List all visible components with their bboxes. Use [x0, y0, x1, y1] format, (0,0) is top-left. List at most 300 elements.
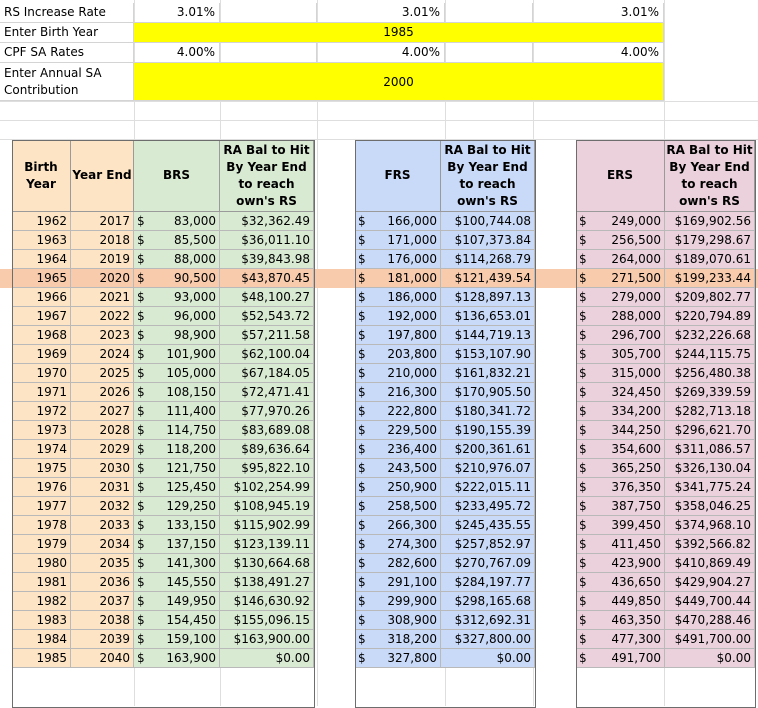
- currency-symbol: $: [358, 613, 366, 627]
- brs-ra-bal-cell[interactable]: $62,100.04: [220, 345, 314, 364]
- cell-value: 256,500: [611, 233, 661, 247]
- year-end-cell[interactable]: 2025: [71, 364, 134, 383]
- brs-ra-bal-cell[interactable]: $0.00: [220, 649, 314, 668]
- cell-value: 129,250: [166, 499, 216, 513]
- cell-value: 192,000: [387, 309, 437, 323]
- birth-year-cell[interactable]: 1969: [12, 345, 71, 364]
- brs-ra-bal-cell[interactable]: $72,471.41: [220, 383, 314, 402]
- currency-symbol: $: [579, 404, 587, 418]
- year-end-cell[interactable]: 2018: [71, 231, 134, 250]
- currency-symbol: $: [137, 309, 145, 323]
- cell-value: 449,850: [611, 594, 661, 608]
- ers-cell[interactable]: [576, 326, 665, 345]
- currency-symbol: $: [137, 328, 145, 342]
- brs-cell[interactable]: [134, 535, 220, 554]
- ers-ra-bal-cell[interactable]: $358,046.25: [665, 497, 755, 516]
- frs-cell[interactable]: [355, 649, 441, 668]
- cell-value: 318,200: [387, 632, 437, 646]
- ers-cell[interactable]: [576, 592, 665, 611]
- ers-ra-bal-cell[interactable]: $326,130.04: [665, 459, 755, 478]
- currency-symbol: $: [358, 404, 366, 418]
- header-birth-year[interactable]: Birth Year: [12, 140, 71, 212]
- brs-cell[interactable]: [134, 573, 220, 592]
- brs-cell[interactable]: [134, 440, 220, 459]
- currency-symbol: $: [137, 461, 145, 475]
- brs-ra-bal-cell[interactable]: $155,096.15: [220, 611, 314, 630]
- cell-value: 111,400: [166, 404, 216, 418]
- year-end-cell[interactable]: 2020: [71, 269, 134, 288]
- empty-cell[interactable]: [220, 43, 317, 63]
- currency-symbol: $: [358, 252, 366, 266]
- brs-ra-bal-cell[interactable]: $130,664.68: [220, 554, 314, 573]
- frs-cell[interactable]: [355, 535, 441, 554]
- cell-value: 154,450: [166, 613, 216, 627]
- ers-cell[interactable]: [576, 497, 665, 516]
- ers-ra-bal-cell[interactable]: $410,869.49: [665, 554, 755, 573]
- currency-symbol: $: [137, 290, 145, 304]
- brs-ra-bal-cell[interactable]: $108,945.19: [220, 497, 314, 516]
- ers-ra-bal-cell[interactable]: $392,566.82: [665, 535, 755, 554]
- brs-cell[interactable]: [134, 459, 220, 478]
- frs-cell[interactable]: [355, 440, 441, 459]
- brs-cell[interactable]: [134, 364, 220, 383]
- cell-value: 101,900: [166, 347, 216, 361]
- brs-cell[interactable]: [134, 231, 220, 250]
- brs-ra-bal-cell[interactable]: $89,636.64: [220, 440, 314, 459]
- ers-ra-bal-cell[interactable]: $169,902.56: [665, 212, 755, 231]
- brs-ra-bal-cell[interactable]: $83,689.08: [220, 421, 314, 440]
- brs-cell[interactable]: [134, 630, 220, 649]
- cell-value: 222,800: [387, 404, 437, 418]
- ers-cell[interactable]: [576, 516, 665, 535]
- birth-year-input[interactable]: 1985: [134, 23, 664, 43]
- currency-symbol: $: [579, 366, 587, 380]
- year-end-cell[interactable]: 2023: [71, 326, 134, 345]
- brs-cell[interactable]: [134, 497, 220, 516]
- cell-value: 399,450: [611, 518, 661, 532]
- frs-cell[interactable]: [355, 592, 441, 611]
- year-end-cell[interactable]: 2017: [71, 212, 134, 231]
- brs-ra-bal-cell[interactable]: $36,011.10: [220, 231, 314, 250]
- birth-year-cell[interactable]: 1978: [12, 516, 71, 535]
- cell-value: 210,000: [387, 366, 437, 380]
- ers-cell[interactable]: [576, 535, 665, 554]
- currency-symbol: $: [137, 537, 145, 551]
- year-end-cell[interactable]: 2029: [71, 440, 134, 459]
- cell-value: 186,000: [387, 290, 437, 304]
- currency-symbol: $: [137, 385, 145, 399]
- cell-value: 141,300: [166, 556, 216, 570]
- rs-increase-rate-frs[interactable]: 3.01%: [317, 3, 445, 23]
- currency-symbol: $: [358, 366, 366, 380]
- birth-year-cell[interactable]: 1966: [12, 288, 71, 307]
- frs-ra-bal-cell[interactable]: $233,495.72: [441, 497, 535, 516]
- year-end-cell[interactable]: 2040: [71, 649, 134, 668]
- ers-cell[interactable]: [576, 269, 665, 288]
- ers-ra-bal-cell[interactable]: $256,480.38: [665, 364, 755, 383]
- gridline-vertical: [317, 0, 318, 706]
- ers-ra-bal-cell[interactable]: $220,794.89: [665, 307, 755, 326]
- ers-ra-bal-cell[interactable]: $449,700.44: [665, 592, 755, 611]
- currency-symbol: $: [137, 613, 145, 627]
- cell-value: 197,800: [387, 328, 437, 342]
- frs-cell[interactable]: [355, 402, 441, 421]
- ers-ra-bal-cell[interactable]: $374,968.10: [665, 516, 755, 535]
- frs-cell[interactable]: [355, 383, 441, 402]
- brs-cell[interactable]: [134, 649, 220, 668]
- currency-symbol: $: [137, 423, 145, 437]
- currency-symbol: $: [579, 499, 587, 513]
- frs-cell[interactable]: [355, 364, 441, 383]
- header-brs[interactable]: BRS: [134, 140, 220, 212]
- year-end-cell[interactable]: 2036: [71, 573, 134, 592]
- frs-cell[interactable]: [355, 421, 441, 440]
- birth-year-cell[interactable]: 1985: [12, 649, 71, 668]
- currency-symbol: $: [358, 632, 366, 646]
- currency-symbol: $: [579, 556, 587, 570]
- ers-cell[interactable]: [576, 630, 665, 649]
- brs-cell[interactable]: [134, 250, 220, 269]
- cpf-sa-rate-ers[interactable]: 4.00%: [533, 43, 664, 63]
- currency-symbol: $: [579, 651, 587, 665]
- frs-cell[interactable]: [355, 326, 441, 345]
- frs-cell[interactable]: [355, 345, 441, 364]
- brs-ra-bal-cell[interactable]: $138,491.27: [220, 573, 314, 592]
- cpf-sa-rate-frs[interactable]: 4.00%: [317, 43, 445, 63]
- cell-value: 171,000: [387, 233, 437, 247]
- frs-ra-bal-cell[interactable]: $170,905.50: [441, 383, 535, 402]
- birth-year-cell[interactable]: 1971: [12, 383, 71, 402]
- brs-ra-bal-cell[interactable]: $115,902.99: [220, 516, 314, 535]
- brs-cell[interactable]: [134, 421, 220, 440]
- ers-ra-bal-cell[interactable]: $491,700.00: [665, 630, 755, 649]
- ers-cell[interactable]: [576, 212, 665, 231]
- rs-increase-rate-brs[interactable]: 3.01%: [134, 3, 220, 23]
- currency-symbol: $: [358, 499, 366, 513]
- ers-cell[interactable]: [576, 611, 665, 630]
- ers-cell[interactable]: [576, 288, 665, 307]
- frs-ra-bal-cell[interactable]: $298,165.68: [441, 592, 535, 611]
- birth-year-cell[interactable]: 1984: [12, 630, 71, 649]
- currency-symbol: $: [579, 347, 587, 361]
- brs-cell[interactable]: [134, 478, 220, 497]
- ers-ra-bal-cell[interactable]: $470,288.46: [665, 611, 755, 630]
- header-ers-ra-bal[interactable]: RA Bal to Hit By Year End to reach own's RS: [665, 140, 755, 212]
- birth-year-cell[interactable]: 1974: [12, 440, 71, 459]
- cell-value: 365,250: [611, 461, 661, 475]
- rs-increase-rate-label: RS Increase Rate: [0, 3, 134, 23]
- empty-cell[interactable]: [445, 43, 533, 63]
- ers-cell[interactable]: [576, 345, 665, 364]
- currency-symbol: $: [579, 442, 587, 456]
- ers-cell[interactable]: [576, 307, 665, 326]
- birth-year-cell[interactable]: 1977: [12, 497, 71, 516]
- brs-cell[interactable]: [134, 516, 220, 535]
- frs-ra-bal-cell[interactable]: $190,155.39: [441, 421, 535, 440]
- cell-value: 133,150: [166, 518, 216, 532]
- birth-year-cell[interactable]: 1981: [12, 573, 71, 592]
- ers-ra-bal-cell[interactable]: $296,621.70: [665, 421, 755, 440]
- currency-symbol: $: [358, 271, 366, 285]
- year-end-cell[interactable]: 2031: [71, 478, 134, 497]
- birth-year-cell[interactable]: 1980: [12, 554, 71, 573]
- year-end-cell[interactable]: 2039: [71, 630, 134, 649]
- currency-symbol: $: [579, 632, 587, 646]
- brs-cell[interactable]: [134, 554, 220, 573]
- frs-cell[interactable]: [355, 288, 441, 307]
- cell-value: 463,350: [611, 613, 661, 627]
- frs-ra-bal-cell[interactable]: $153,107.90: [441, 345, 535, 364]
- header-frs-ra-bal[interactable]: RA Bal to Hit By Year End to reach own's RS: [441, 140, 535, 212]
- frs-cell[interactable]: [355, 250, 441, 269]
- brs-ra-bal-cell[interactable]: $163,900.00: [220, 630, 314, 649]
- year-end-cell[interactable]: 2019: [71, 250, 134, 269]
- brs-cell[interactable]: [134, 383, 220, 402]
- frs-ra-bal-cell[interactable]: $121,439.54: [441, 269, 535, 288]
- frs-cell[interactable]: [355, 231, 441, 250]
- cell-value: 229,500: [387, 423, 437, 437]
- frs-ra-bal-cell[interactable]: $136,653.01: [441, 307, 535, 326]
- brs-ra-bal-cell[interactable]: $123,139.11: [220, 535, 314, 554]
- brs-ra-bal-cell[interactable]: $77,970.26: [220, 402, 314, 421]
- birth-year-cell[interactable]: 1965: [12, 269, 71, 288]
- cell-value: 308,900: [387, 613, 437, 627]
- frs-ra-bal-cell[interactable]: $200,361.61: [441, 440, 535, 459]
- frs-cell[interactable]: [355, 554, 441, 573]
- ers-ra-bal-cell[interactable]: $269,339.59: [665, 383, 755, 402]
- frs-ra-bal-cell[interactable]: $0.00: [441, 649, 535, 668]
- currency-symbol: $: [358, 233, 366, 247]
- brs-cell[interactable]: [134, 592, 220, 611]
- frs-ra-bal-cell[interactable]: $312,692.31: [441, 611, 535, 630]
- annual-sa-label-line1: Enter Annual SA: [4, 66, 102, 80]
- ers-cell[interactable]: [576, 649, 665, 668]
- empty-cell[interactable]: [220, 3, 317, 23]
- header-brs-ra-bal[interactable]: RA Bal to Hit By Year End to reach own's RS: [220, 140, 314, 212]
- currency-symbol: $: [137, 366, 145, 380]
- frs-cell[interactable]: [355, 611, 441, 630]
- header-ers[interactable]: ERS: [576, 140, 665, 212]
- frs-ra-bal-cell[interactable]: $284,197.77: [441, 573, 535, 592]
- frs-ra-bal-cell[interactable]: $144,719.13: [441, 326, 535, 345]
- brs-cell[interactable]: [134, 212, 220, 231]
- currency-symbol: $: [358, 309, 366, 323]
- brs-ra-bal-cell[interactable]: $146,630.92: [220, 592, 314, 611]
- ers-ra-bal-cell[interactable]: $189,070.61: [665, 250, 755, 269]
- birth-year-cell[interactable]: 1964: [12, 250, 71, 269]
- frs-cell[interactable]: [355, 212, 441, 231]
- frs-ra-bal-cell[interactable]: $327,800.00: [441, 630, 535, 649]
- ers-cell[interactable]: [576, 573, 665, 592]
- ers-cell[interactable]: [576, 554, 665, 573]
- year-end-cell[interactable]: 2022: [71, 307, 134, 326]
- frs-ra-bal-cell[interactable]: $161,832.21: [441, 364, 535, 383]
- gridline-horizontal: [0, 101, 758, 102]
- currency-symbol: $: [137, 233, 145, 247]
- birth-year-cell[interactable]: 1982: [12, 592, 71, 611]
- birth-year-cell[interactable]: 1970: [12, 364, 71, 383]
- frs-cell[interactable]: [355, 573, 441, 592]
- cell-value: 243,500: [387, 461, 437, 475]
- ers-cell[interactable]: [576, 440, 665, 459]
- rs-increase-rate-ers[interactable]: 3.01%: [533, 3, 664, 23]
- cell-value: 159,100: [166, 632, 216, 646]
- brs-ra-bal-cell[interactable]: $102,254.99: [220, 478, 314, 497]
- frs-ra-bal-cell[interactable]: $180,341.72: [441, 402, 535, 421]
- currency-symbol: $: [137, 499, 145, 513]
- brs-cell[interactable]: [134, 345, 220, 364]
- year-end-cell[interactable]: 2034: [71, 535, 134, 554]
- ers-cell[interactable]: [576, 231, 665, 250]
- brs-ra-bal-cell[interactable]: $39,843.98: [220, 250, 314, 269]
- year-end-cell[interactable]: 2038: [71, 611, 134, 630]
- birth-year-cell[interactable]: 1975: [12, 459, 71, 478]
- brs-ra-bal-cell[interactable]: $32,362.49: [220, 212, 314, 231]
- cell-value: 315,000: [611, 366, 661, 380]
- header-year-end[interactable]: Year End: [71, 140, 134, 212]
- frs-ra-bal-cell[interactable]: $107,373.84: [441, 231, 535, 250]
- birth-year-cell[interactable]: 1962: [12, 212, 71, 231]
- frs-ra-bal-cell[interactable]: $128,897.13: [441, 288, 535, 307]
- ers-cell[interactable]: [576, 383, 665, 402]
- cell-value: 291,100: [387, 575, 437, 589]
- currency-symbol: $: [358, 290, 366, 304]
- brs-cell[interactable]: [134, 326, 220, 345]
- frs-cell[interactable]: [355, 307, 441, 326]
- cpf-sa-rate-brs[interactable]: 4.00%: [134, 43, 220, 63]
- year-end-cell[interactable]: 2021: [71, 288, 134, 307]
- frs-ra-bal-cell[interactable]: $245,435.55: [441, 516, 535, 535]
- birth-year-cell[interactable]: 1976: [12, 478, 71, 497]
- annual-sa-label-line2: Contribution: [4, 83, 79, 97]
- birth-year-cell[interactable]: 1967: [12, 307, 71, 326]
- birth-year-cell[interactable]: 1973: [12, 421, 71, 440]
- frs-cell[interactable]: [355, 459, 441, 478]
- cell-value: 83,000: [174, 214, 216, 228]
- birth-year-cell[interactable]: 1968: [12, 326, 71, 345]
- currency-symbol: $: [358, 328, 366, 342]
- cell-value: 282,600: [387, 556, 437, 570]
- cell-value: 387,750: [611, 499, 661, 513]
- cell-value: 271,500: [611, 271, 661, 285]
- currency-symbol: $: [137, 252, 145, 266]
- frs-ra-bal-cell[interactable]: $270,767.09: [441, 554, 535, 573]
- brs-ra-bal-cell[interactable]: $95,822.10: [220, 459, 314, 478]
- cell-value: 121,750: [166, 461, 216, 475]
- brs-cell[interactable]: [134, 269, 220, 288]
- year-end-cell[interactable]: 2032: [71, 497, 134, 516]
- empty-cell[interactable]: [445, 3, 533, 23]
- brs-cell[interactable]: [134, 307, 220, 326]
- frs-cell[interactable]: [355, 630, 441, 649]
- ers-ra-bal-cell[interactable]: $244,115.75: [665, 345, 755, 364]
- frs-ra-bal-cell[interactable]: $114,268.79: [441, 250, 535, 269]
- cell-value: 88,000: [174, 252, 216, 266]
- currency-symbol: $: [137, 214, 145, 228]
- gridline-horizontal: [0, 120, 758, 121]
- frs-cell[interactable]: [355, 497, 441, 516]
- cell-value: 327,800: [387, 651, 437, 665]
- ers-ra-bal-cell[interactable]: $341,775.24: [665, 478, 755, 497]
- cell-value: 163,900: [166, 651, 216, 665]
- currency-symbol: $: [137, 442, 145, 456]
- currency-symbol: $: [579, 385, 587, 399]
- frs-ra-bal-cell[interactable]: $210,976.07: [441, 459, 535, 478]
- year-end-cell[interactable]: 2033: [71, 516, 134, 535]
- header-frs[interactable]: FRS: [355, 140, 441, 212]
- ers-cell[interactable]: [576, 459, 665, 478]
- ers-ra-bal-cell[interactable]: $0.00: [665, 649, 755, 668]
- year-end-cell[interactable]: 2027: [71, 402, 134, 421]
- ers-ra-bal-cell[interactable]: $179,298.67: [665, 231, 755, 250]
- ers-ra-bal-cell[interactable]: $199,233.44: [665, 269, 755, 288]
- currency-symbol: $: [358, 575, 366, 589]
- cell-value: 176,000: [387, 252, 437, 266]
- birth-year-cell[interactable]: 1963: [12, 231, 71, 250]
- brs-ra-bal-cell[interactable]: $57,211.58: [220, 326, 314, 345]
- cell-value: 266,300: [387, 518, 437, 532]
- ers-cell[interactable]: [576, 478, 665, 497]
- brs-cell[interactable]: [134, 402, 220, 421]
- currency-symbol: $: [358, 461, 366, 475]
- ers-ra-bal-cell[interactable]: $232,226.68: [665, 326, 755, 345]
- year-end-cell[interactable]: 2037: [71, 592, 134, 611]
- cell-value: 305,700: [611, 347, 661, 361]
- year-end-cell[interactable]: 2024: [71, 345, 134, 364]
- currency-symbol: $: [137, 518, 145, 532]
- ers-ra-bal-cell[interactable]: $282,713.18: [665, 402, 755, 421]
- brs-cell[interactable]: [134, 288, 220, 307]
- currency-symbol: $: [358, 214, 366, 228]
- cell-value: 436,650: [611, 575, 661, 589]
- ers-cell[interactable]: [576, 250, 665, 269]
- frs-cell[interactable]: [355, 478, 441, 497]
- currency-symbol: $: [579, 480, 587, 494]
- currency-symbol: $: [579, 290, 587, 304]
- year-end-cell[interactable]: 2028: [71, 421, 134, 440]
- frs-ra-bal-cell[interactable]: $257,852.97: [441, 535, 535, 554]
- frs-ra-bal-cell[interactable]: $222,015.11: [441, 478, 535, 497]
- frs-cell[interactable]: [355, 269, 441, 288]
- cell-value: 181,000: [387, 271, 437, 285]
- currency-symbol: $: [137, 404, 145, 418]
- brs-cell[interactable]: [134, 611, 220, 630]
- year-end-cell[interactable]: 2030: [71, 459, 134, 478]
- currency-symbol: $: [579, 518, 587, 532]
- brs-ra-bal-cell[interactable]: $52,543.72: [220, 307, 314, 326]
- birth-year-cell[interactable]: 1972: [12, 402, 71, 421]
- brs-ra-bal-cell[interactable]: $67,184.05: [220, 364, 314, 383]
- ers-ra-bal-cell[interactable]: $209,802.77: [665, 288, 755, 307]
- frs-cell[interactable]: [355, 516, 441, 535]
- year-end-cell[interactable]: 2026: [71, 383, 134, 402]
- ers-cell[interactable]: [576, 421, 665, 440]
- brs-ra-bal-cell[interactable]: $48,100.27: [220, 288, 314, 307]
- ers-ra-bal-cell[interactable]: $311,086.57: [665, 440, 755, 459]
- currency-symbol: $: [579, 613, 587, 627]
- ers-cell[interactable]: [576, 364, 665, 383]
- birth-year-cell[interactable]: 1979: [12, 535, 71, 554]
- ers-cell[interactable]: [576, 402, 665, 421]
- frs-ra-bal-cell[interactable]: $100,744.08: [441, 212, 535, 231]
- annual-sa-input[interactable]: 2000: [134, 63, 664, 101]
- ers-ra-bal-cell[interactable]: $429,904.27: [665, 573, 755, 592]
- year-end-cell[interactable]: 2035: [71, 554, 134, 573]
- currency-symbol: $: [358, 594, 366, 608]
- brs-ra-bal-cell[interactable]: $43,870.45: [220, 269, 314, 288]
- cell-value: 299,900: [387, 594, 437, 608]
- birth-year-cell[interactable]: 1983: [12, 611, 71, 630]
